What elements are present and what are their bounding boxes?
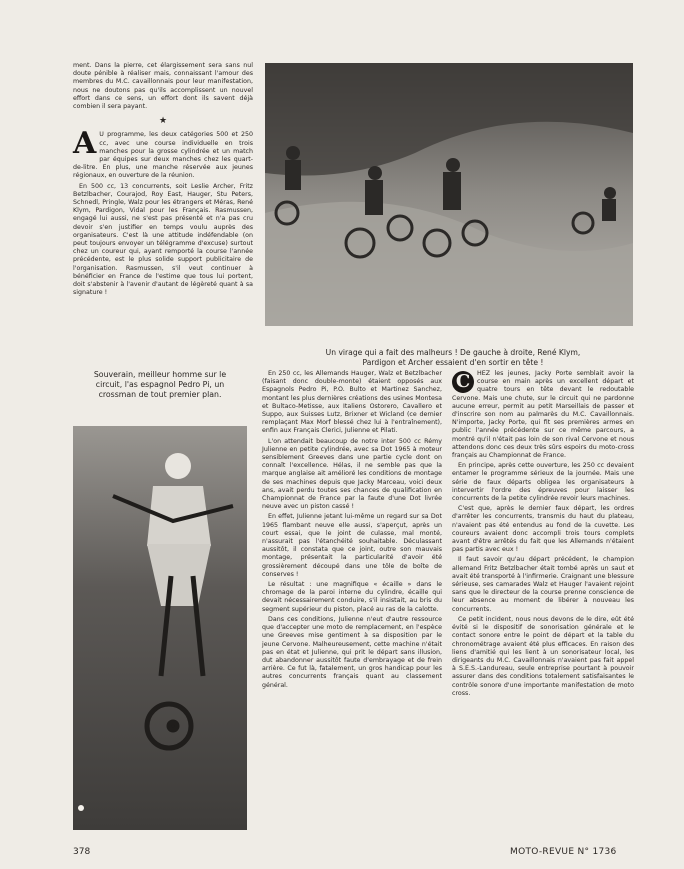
- magazine-issue: MOTO-REVUE N° 1736: [510, 847, 617, 857]
- paragraph: C'est que, après le dernier faux départ, les ordres d'arrêter les concurrents, transmis du haut du plateau, n'avaient pas été entendus au fond de la cuvette. Les coureurs avaient donc accompli trois tours complets avant d'être arrêtés du fait que les Allemands n'étaient pas partis avec eux !: [452, 505, 634, 554]
- paragraph: Le résultat : une magnifique « écaille » dans le chromage de la paroi interne du cylindre, écaille qui devait nécessairement conduire, s'il insistait, au bris du segment supérieur du piston, placé au ras de la calotte.: [262, 581, 442, 613]
- page-number: 378: [73, 847, 91, 857]
- paragraph: Ce petit incident, nous nous devons de le dire, eût été évité si le dispositif de sonorisation générale et le contact sonore entre le point de départ et la table du chronométrage avaient été plus efficaces. En raison des liens d'amitié qui les lient à un sonorisateur local, les dirigeants du M.C. Cavaillonnais n'avaient pas fait appel à S.E.S.-Landureau, seule entreprise pourtant à pouvoir assurer dans des conditions totalement satisfaisantes le contrôle sonore d'une importante manifestation de moto cross.: [452, 615, 634, 697]
- article-column-3: [452, 370, 634, 700]
- paragraph: A U programme, les deux catégories 500 et 250 cc, avec une course individuelle en trois manches pour la grosse cylindrée et un match par équipes sur deux manches chez les quart-de-litre. En plus, une manche réservée aux jeunes régionaux, en ouverture de la réunion.: [73, 126, 253, 180]
- photo-illustration: [265, 63, 633, 326]
- photo-motocross-turn: [265, 63, 633, 326]
- paragraph: ment. Dans la pierre, cet élargissement sera sans nul doute pénible à réaliser mais, connaissant l'amour des membres du M.C. cavaillonnais pour leur manifestation, nous ne doutons pas qu'ils accomplissent un nouvel effort dans ce sens, un effort dont ils savent déjà combien il sera payant.: [73, 62, 253, 111]
- paragraph: Il faut savoir qu'au départ précédent, le champion allemand Fritz Betzlbacher était tombé après un saut et avait été transporté à l'infirmerie. Craignant une blessure sérieuse, ses camarades Walz et Hauger l'avaient rejoint sans que le directeur de la course prenne conscience de leur absence au moment de libérer à nouveau les concurrents.: [452, 556, 634, 613]
- photo-caption-left: Souverain, meilleur homme sur le circuit, l'as espagnol Pedro Pi, un crossman de tout premier plan.: [93, 370, 227, 399]
- photo-illustration: [73, 426, 247, 830]
- paragraph: En 500 cc, 13 concurrents, soit Leslie Archer, Fritz Betzlbacher, Courajod, Roy East, Hauger, Stu Peters, Schnedl, Pringle, Walz pour les étrangers et Méras, René Klym, Pardigon, Vidal pour les Français. Rasmussen, engagé lui aussi, ne s'est pas présenté et n'a pas cru devoir s'en justifier en temps voulu auprès des organisateurs. C'est là une attitude indéfendable (on peut toujours envoyer un télégramme d'excuse) surtout chez un coureur qui, ayant remporté la course l'année précédente, est le plus solide support publicitaire de l'organisation. Rasmussen, s'il veut continuer à bénéficier en France de l'estime que tous lui portent, doit s'abstenir à l'avenir d'autant de légèreté quant à sa signature !: [73, 182, 253, 297]
- paragraph: C HEZ les jeunes, Jacky Porte semblait avoir la course en main après un excellent départ et quatre tours en tête devant le redoutable Cervone. Mais une chute, sur le circuit qui ne pardonne aucune erreur, permit au petit Marseillais de passer et d'inscrire son nom au palmarès du M.C. Cavaillonnais. N'importe, Jacky Porte, qui fit ses premières armes en public l'année précédente sur ce même parcours, a montré qu'il n'était pas loin de son rival Cervone et nous attendons donc ces deux très sûrs espoirs du moto-cross français au Championnat de France.: [452, 370, 634, 460]
- photo-caption-top: Un virage qui a fait des malheurs ! De gauche à droite, René Klym, Pardigon et Archer essaient d'en sortir en tête !: [325, 348, 581, 367]
- section-separator-star: ★: [158, 116, 168, 127]
- drop-cap: C: [452, 371, 474, 393]
- article-column-2: [262, 370, 442, 692]
- paragraph: En effet, Julienne jetant lui-même un regard sur sa Dot 1965 flambant neuve elle aussi, s'aperçut, après un court essai, que le joint de culasse, mal monté, n'assurait pas l'étanchéité souhaitable. Déculassant aussitôt, il constata que ce joint, outre son mauvais montage, présentait la particularité d'avoir été grossièrement découpé dans une tôle de boîte de conserves !: [262, 513, 442, 578]
- paragraph: En principe, après cette ouverture, les 250 cc devaient entamer le programme sérieux de la journée. Mais une série de faux départs obligea les organisateurs à intervertir l'ordre des épreuves pour laisser les concurrents de la petite cylindrée revoir leurs machines.: [452, 462, 634, 503]
- paragraph: En 250 cc, les Allemands Hauger, Walz et Betzlbacher (faisant donc double-monte) étaient opposés aux Espagnols Pedro Pi, P.O. Bulto et Martinez Sanchez, montant les plus dernières créations des usines Montesa et Bultaco-Metisse, aux Italiens Ostorero, Cavallero et Suppo, aux Suisses Lutz, Brixner et Wicland (ce dernier remplaçant Max Morf blessé chez lui à l'entraînement), enfin aux Français Clerici, Julienne et Pilati.: [262, 370, 442, 435]
- photo-pedro-pi: [73, 426, 247, 830]
- article-column-1: [73, 62, 253, 299]
- paragraph: Dans ces conditions, Julienne n'eut d'autre ressource que d'accepter une moto de remplacement, en l'espèce une Greeves mise gentiment à sa disposition par le jeune Cervone. Malheureusement, cette machine n'était pas en état et Julienne, qui prit le départ sans illusion, dut abandonner aussitôt faute d'embrayage et de frein arrière. Ce fut là, fatalement, un gros handicap pour les autres concurrents français quant au classement général.: [262, 615, 442, 689]
- paragraph: L'on attendait beaucoup de notre inter 500 cc Rémy Julienne en petite cylindrée, avec sa Dot 1965 à moteur sensiblement Greeves dans une partie cycle dont on connaît l'excellence. Hélas, il ne semble pas que la marque anglaise ait amélioré les conditions de montage de ses machines depuis que Jacky Marceau, voici deux ans, avait perdu toutes ses chances de qualification en Championnat de France par la faute d'une Dot livrée neuve avec un piston cassé !: [262, 437, 442, 511]
- drop-cap: A: [73, 126, 97, 162]
